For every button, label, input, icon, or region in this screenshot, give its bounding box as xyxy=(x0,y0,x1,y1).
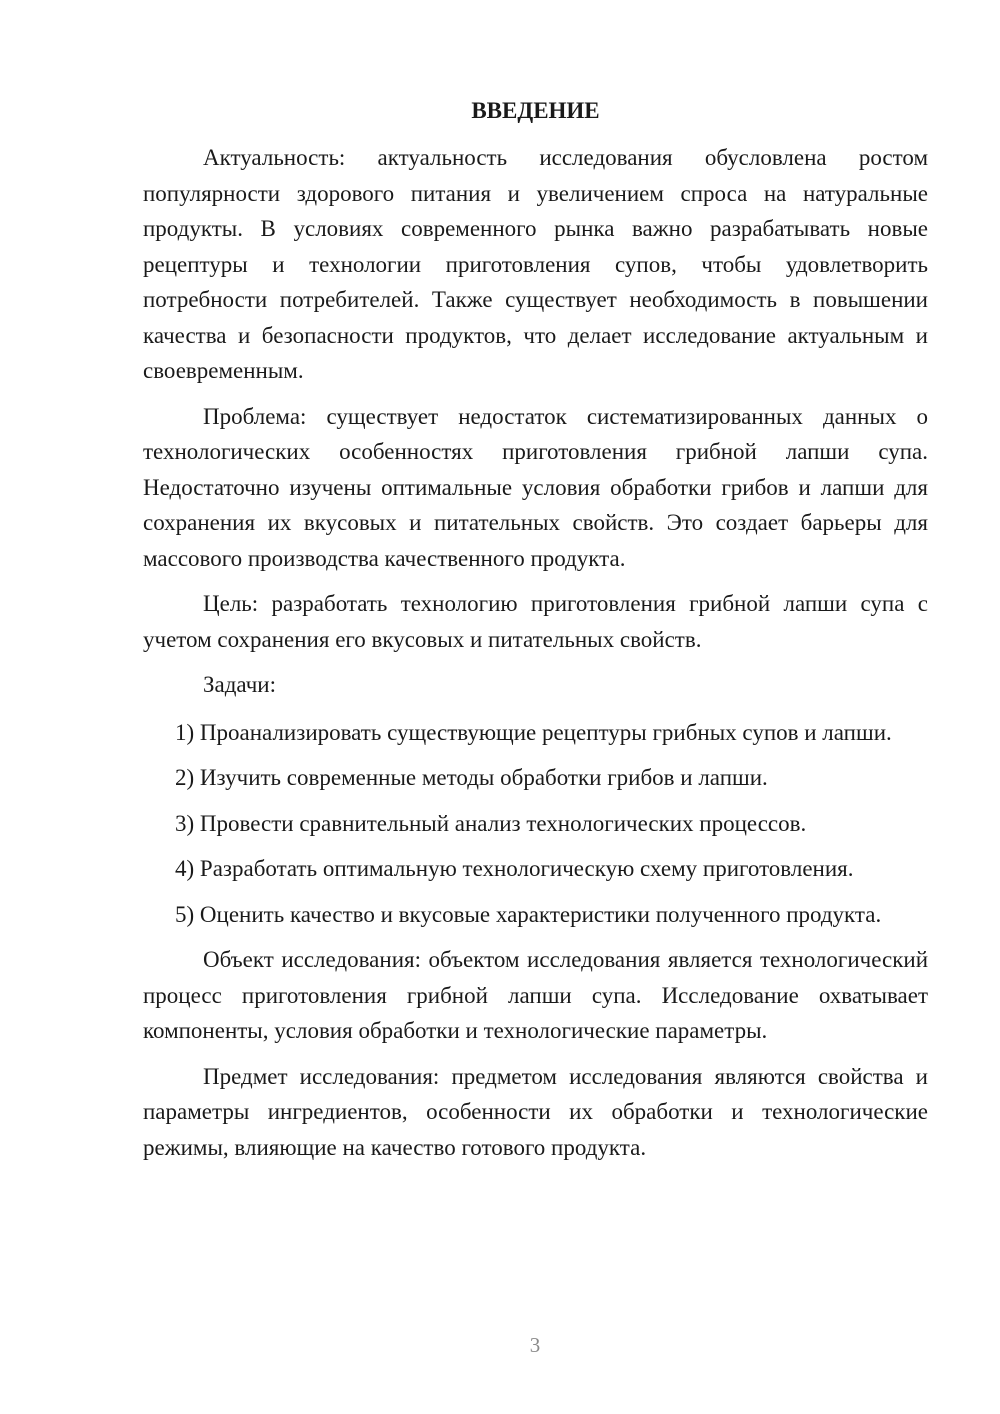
paragraph-object: Объект исследования: объектом исследования является технологический процесс приготовления грибной лапши супа. Исследование охватывает компоненты, условия обработки и технологические параметры. xyxy=(143,947,928,1043)
document-page xyxy=(143,96,928,1175)
task-item: 4) Разработать оптимальную технологическую схему приготовления. xyxy=(175,856,854,881)
tasks-heading: Задачи: xyxy=(203,672,276,697)
paragraph-relevance: Актуальность: актуальность исследования обусловлена ростом популярности здорового питания и увеличением спроса на натуральные продукты. В условиях современного рынка важно разрабатывать новые рецептуры и технологии приготовления супов, чтобы удовлетворить потребности потребителей. Также существует необходимость в повышении качества и безопасности продуктов, что делает исследование актуальным и своевременным. xyxy=(143,145,928,383)
paragraph-problem: Проблема: существует недостаток систематизированных данных о технологических особенностях приготовления грибной лапши супа. Недостаточно изучены оптимальные условия обработки грибов и лапши для сохранения их вкусовых и питательных свойств. Это создает барьеры для массового производства качественного продукта. xyxy=(143,403,928,571)
task-item: 3) Провести сравнительный анализ технологических процессов. xyxy=(175,810,807,836)
page-number: 3 xyxy=(529,1333,541,1357)
page-title: ВВЕДЕНИЕ xyxy=(471,98,600,123)
task-item: 2) Изучить современные методы обработки грибов и лапши. xyxy=(175,765,768,790)
paragraph-goal: Цель: разработать технологию приготовления грибной лапши супа с учетом сохранения его вкусовых и питательных свойств. xyxy=(143,591,928,652)
task-item: 1) Проанализировать существующие рецептуры грибных супов и лапши. xyxy=(175,719,892,745)
task-item: 5) Оценить качество и вкусовые характеристики полученного продукта. xyxy=(175,901,882,927)
paragraph-subject: Предмет исследования: предметом исследования являются свойства и параметры ингредиентов, особенности их обработки и технологические режимы, влияющие на качество готового продукта. xyxy=(143,1063,928,1160)
